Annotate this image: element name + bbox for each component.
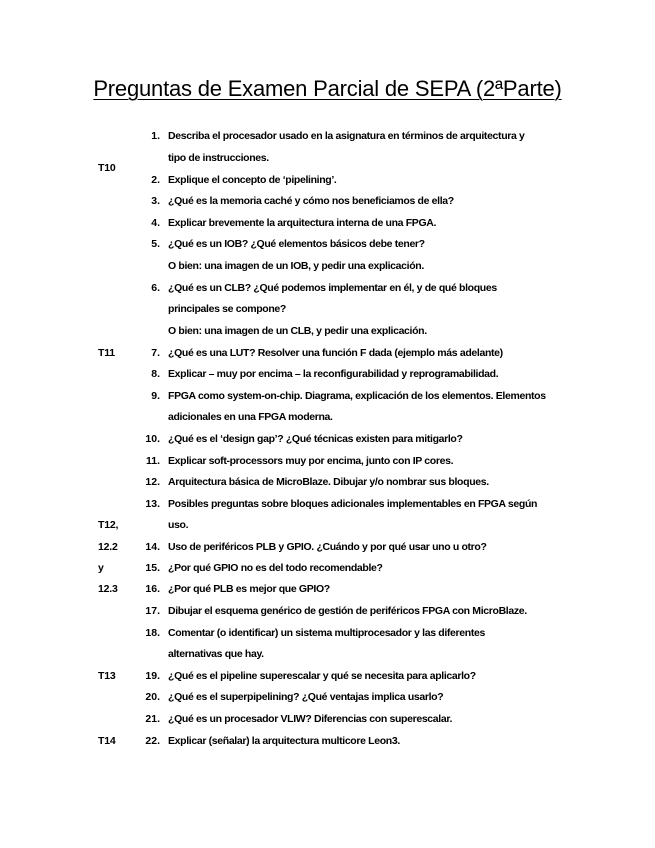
question-number: 3. <box>151 195 160 207</box>
question-text: Explique el concepto de ‘pipelining’. <box>168 174 337 186</box>
question-number: 14. <box>145 541 160 553</box>
question-text: Explicar – muy por encima – la reconfigurabilidad y reprogramabilidad. <box>168 368 499 380</box>
question-text: ¿Qué es el superpipelining? ¿Qué ventajas implica usarlo? <box>168 691 444 703</box>
question-text-cont: O bien: una imagen de un CLB, y pedir una explicación. <box>168 325 427 337</box>
question-number: 9. <box>151 390 160 402</box>
question-number: 13. <box>145 498 160 510</box>
question-text: Posibles preguntas sobre bloques adicionales implementables en FPGA según <box>168 498 538 510</box>
question-text: Describa el procesador usado en la asignatura en términos de arquitectura y <box>168 130 525 142</box>
section-label-t11: T11 <box>98 347 115 359</box>
question-number: 4. <box>151 217 160 229</box>
question-text: ¿Qué es un procesador VLIW? Diferencias con superescalar. <box>168 713 453 725</box>
question-text: Arquitectura básica de MicroBlaze. Dibujar y/o nombrar sus bloques. <box>168 476 489 488</box>
section-label-12-2: 12.2 <box>98 541 118 553</box>
question-text: Explicar (señalar) la arquitectura multicore Leon3. <box>168 735 400 747</box>
question-number: 16. <box>145 583 160 595</box>
question-text-cont: tipo de instrucciones. <box>168 152 269 164</box>
question-number: 20. <box>145 691 160 703</box>
question-text-cont: O bien: una imagen de un IOB, y pedir una explicación. <box>168 260 424 272</box>
question-text: Dibujar el esquema genérico de gestión de periféricos FPGA con MicroBlaze. <box>168 605 527 617</box>
question-text: FPGA como system-on-chip. Diagrama, explicación de los elementos. Elementos <box>168 390 546 402</box>
question-number: 15. <box>145 562 160 574</box>
question-number: 11. <box>145 455 160 467</box>
question-number: 10. <box>145 433 160 445</box>
question-number: 18. <box>145 627 160 639</box>
question-number: 19. <box>145 670 160 682</box>
question-text: ¿Qué es una LUT? Resolver una función F dada (ejemplo más adelante) <box>168 347 503 359</box>
section-label-t13: T13 <box>98 670 116 682</box>
section-label-t14: T14 <box>98 735 116 747</box>
section-label-t10: T10 <box>98 162 116 174</box>
question-text-cont: principales se compone? <box>168 303 286 315</box>
question-text: ¿Por qué PLB es mejor que GPIO? <box>168 583 330 595</box>
question-number: 7. <box>151 347 160 359</box>
question-number: 8. <box>151 368 160 380</box>
question-number: 5. <box>151 238 160 250</box>
question-number: 1. <box>151 130 160 142</box>
question-number: 17. <box>145 605 160 617</box>
question-number: 2. <box>151 174 160 186</box>
question-text: ¿Qué es la memoria caché y cómo nos beneficiamos de ella? <box>168 195 454 207</box>
question-text: ¿Qué es el ‘design gap’? ¿Qué técnicas existen para mitigarlo? <box>168 433 463 445</box>
question-text: Explicar soft-processors muy por encima, junto con IP cores. <box>168 455 454 467</box>
question-number: 22. <box>145 735 160 747</box>
question-text: ¿Qué es un IOB? ¿Qué elementos básicos debe tener? <box>168 238 425 250</box>
section-label-12-3: 12.3 <box>98 583 118 595</box>
question-number: 21. <box>145 713 160 725</box>
question-text: ¿Por qué GPIO no es del todo recomendable? <box>168 562 383 574</box>
question-text: ¿Qué es un CLB? ¿Qué podemos implementar en él, y de qué bloques <box>168 282 497 294</box>
page-title: Preguntas de Examen Parcial de SEPA (2ªParte) <box>93 76 562 101</box>
question-number: 12. <box>145 476 160 488</box>
question-text-cont: uso. <box>168 519 189 531</box>
section-label-t12: T12, <box>98 519 119 531</box>
question-number: 6. <box>151 282 160 294</box>
question-text: Uso de periféricos PLB y GPIO. ¿Cuándo y por qué usar uno u otro? <box>168 541 487 553</box>
section-label-y: y <box>98 562 104 574</box>
question-text-cont: adicionales en una FPGA moderna. <box>168 411 333 423</box>
question-text: Explicar brevemente la arquitectura interna de una FPGA. <box>168 217 437 229</box>
question-text: ¿Qué es el pipeline superescalar y qué se necesita para aplicarlo? <box>168 670 476 682</box>
question-text-cont: alternativas que hay. <box>168 648 264 660</box>
question-text: Comentar (o identificar) un sistema multiprocesador y las diferentes <box>168 627 485 639</box>
